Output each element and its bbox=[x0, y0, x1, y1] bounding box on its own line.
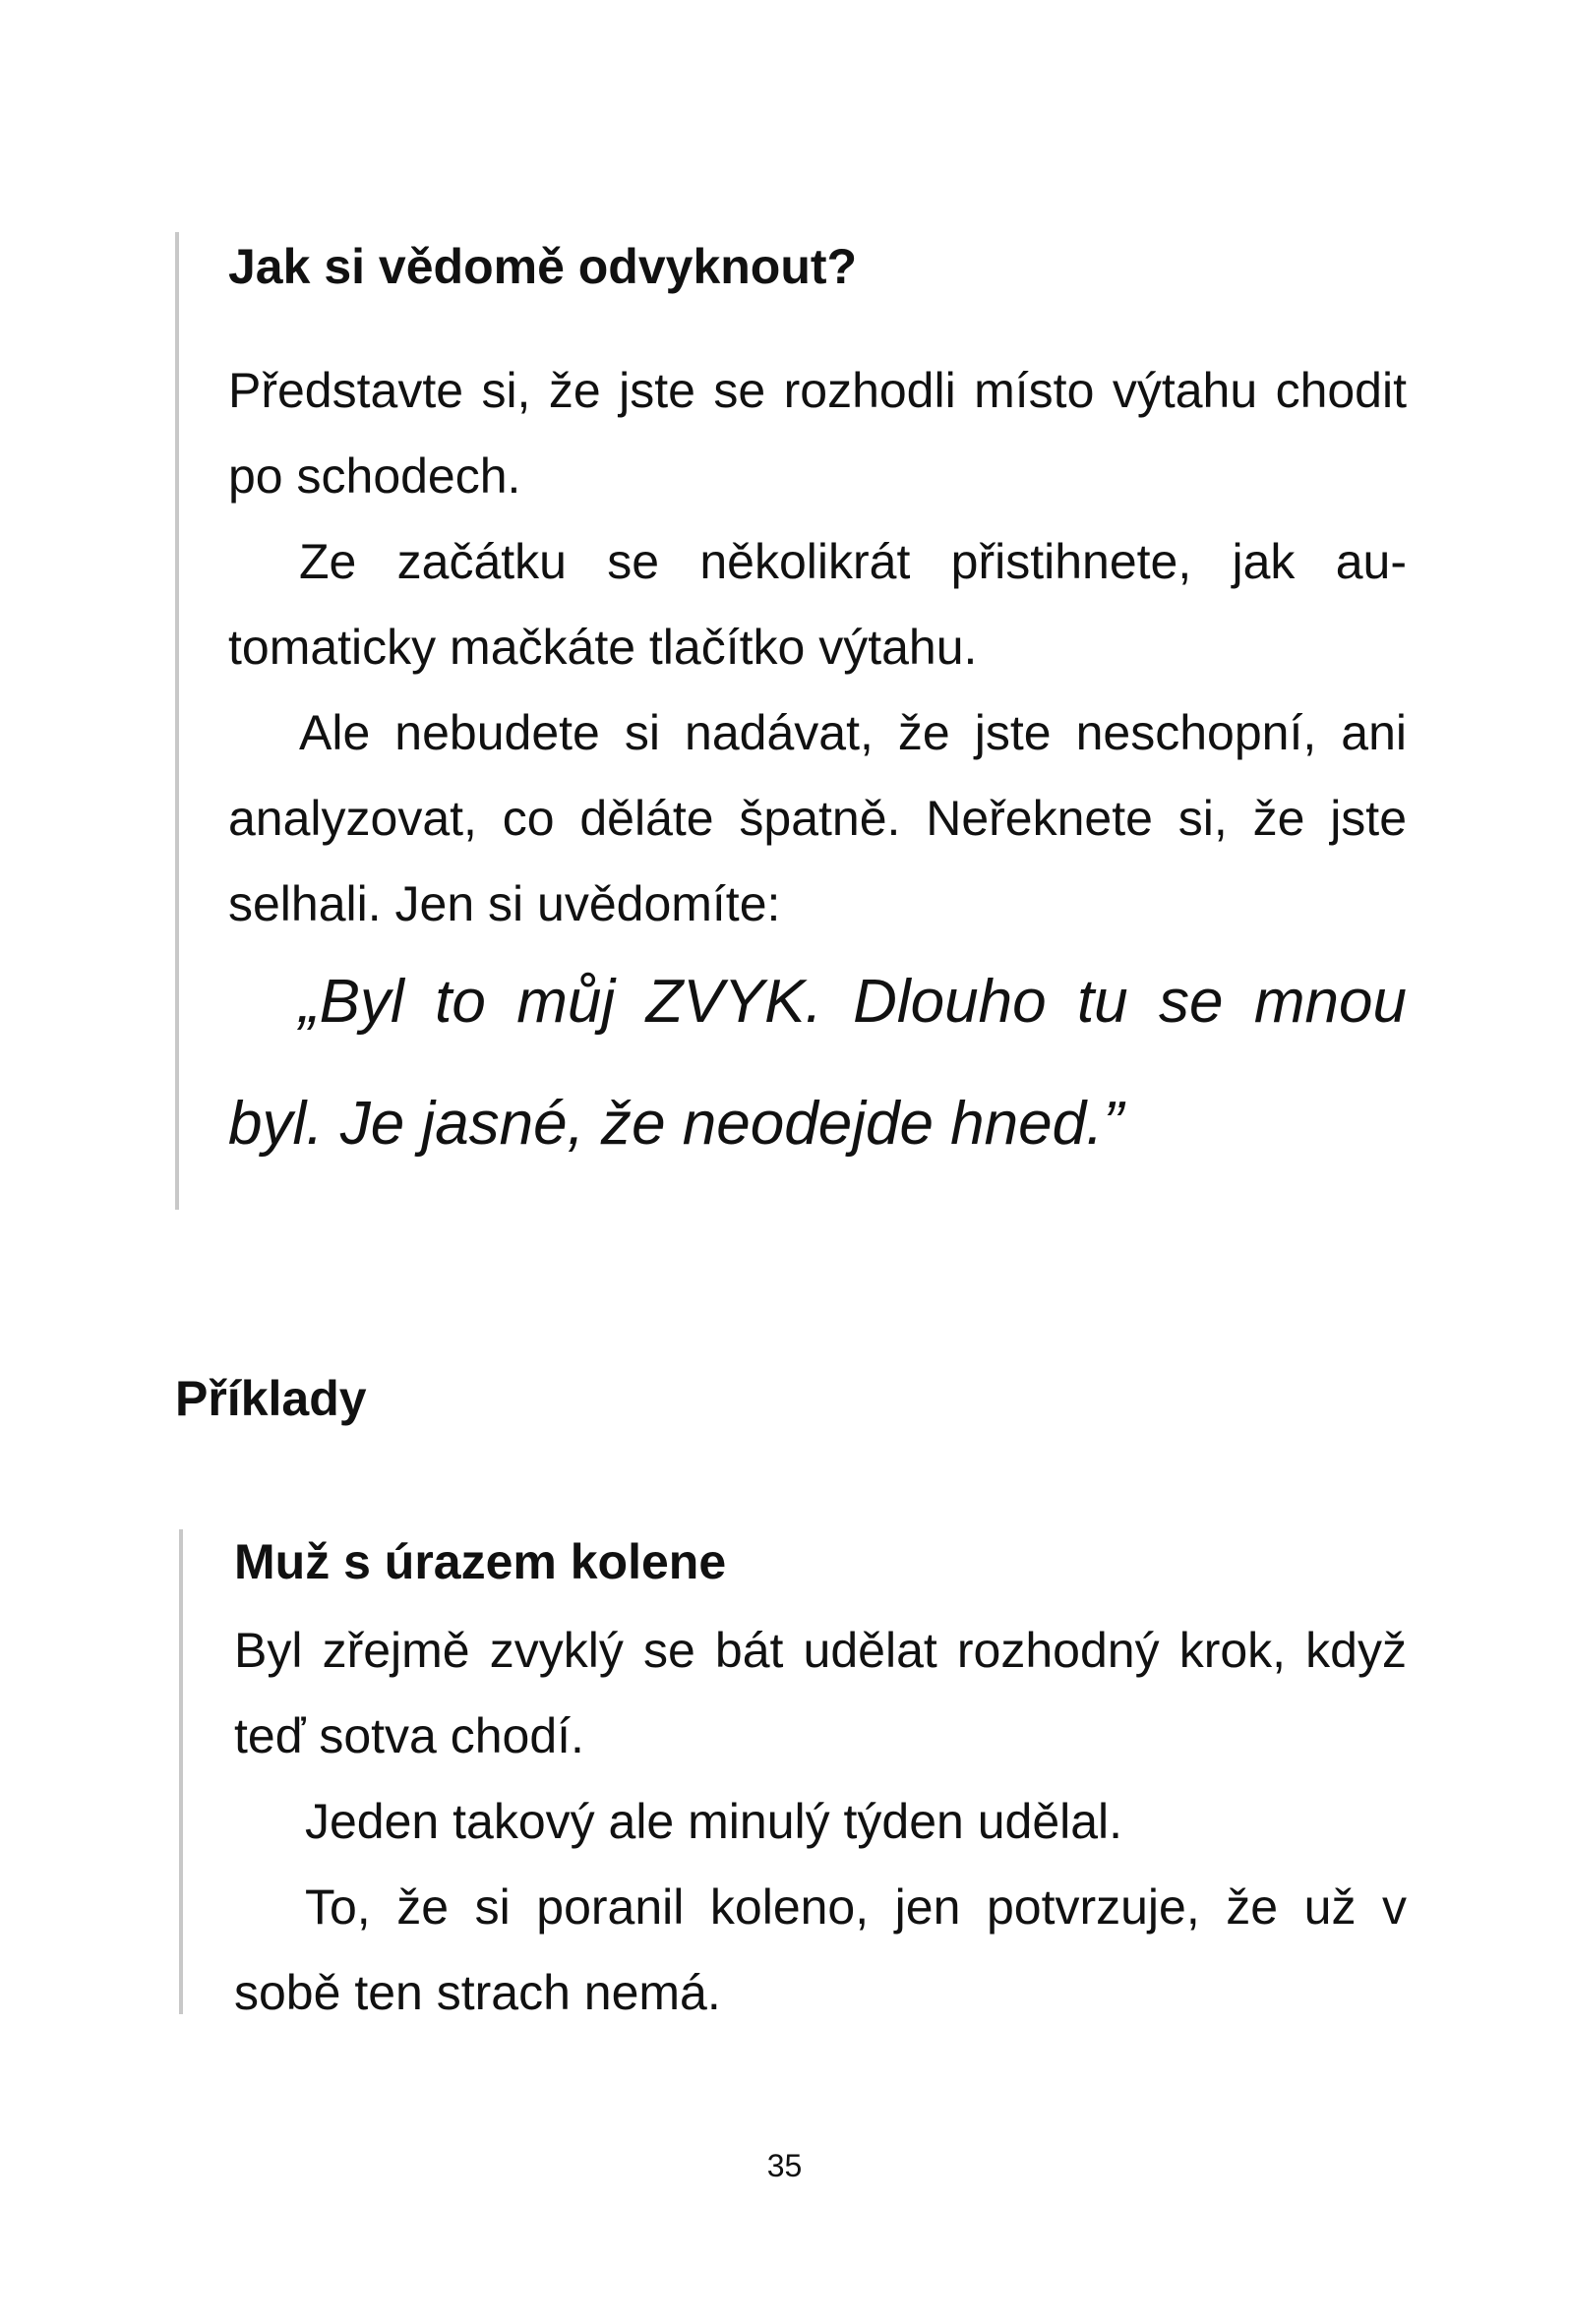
paragraph-1: Představte si, že jste se rozhodli místo výtahu chodit po schodech. bbox=[228, 363, 1407, 504]
page-number: 35 bbox=[766, 2148, 803, 2183]
example-title: Muž s úrazem kolene bbox=[234, 1534, 727, 1589]
example-box-knee-injury bbox=[179, 1529, 1409, 2020]
paragraph-2: Ze začátku se několikrát přistihnete, jak automaticky mačkáte tlačítko výtahu. bbox=[228, 534, 1407, 675]
sidebar-box-unlearning bbox=[175, 232, 1409, 1210]
box-title: Jak si vědomě odvyknout? bbox=[228, 239, 858, 294]
italic-quote: „Byl to můj ZVYK. Dlouho tu se mnou byl. Je jasné, že neodejde hned.” bbox=[228, 968, 1407, 1158]
section-heading: Příklady bbox=[175, 1371, 367, 1426]
example-paragraph-2: Jeden takový ale minulý týden udělal. bbox=[305, 1794, 1123, 1849]
sidebar-box-content bbox=[228, 232, 1407, 1185]
example-box-content bbox=[234, 1529, 1407, 2036]
example-paragraph-1: Byl zřejmě zvyklý se bát udělat rozhodný krok, když teď sotva chodí. bbox=[234, 1623, 1407, 1763]
example-paragraph-3: To, že si poranil koleno, jen potvrzuje, že už v sobě ten strach nemá. bbox=[234, 1879, 1407, 2020]
paragraph-3: Ale nebudete si nadávat, že jste neschopní, ani analyzovat, co děláte špatně. Neřeknete si, že jste selhali. Jen si uvědomíte: bbox=[228, 705, 1407, 931]
